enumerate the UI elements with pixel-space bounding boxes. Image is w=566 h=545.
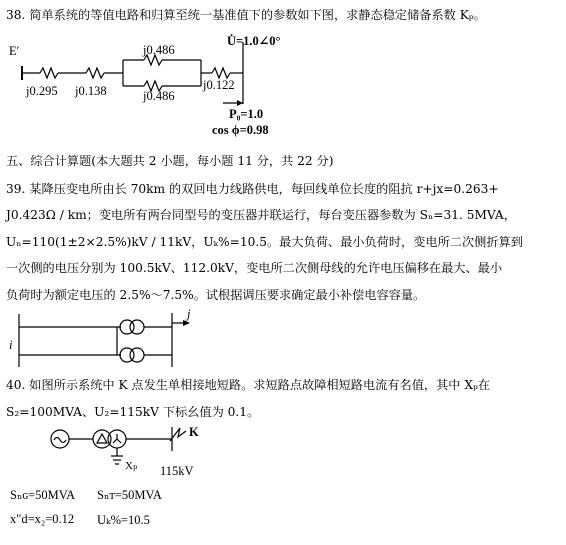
bus-voltage-label: 115kV (160, 464, 194, 478)
uk-label: Uₖ%=10.5 (97, 513, 150, 527)
reactance-x3-bottom-label: j0.486 (143, 89, 175, 103)
fault-k-label: K (189, 425, 199, 439)
node-i-label: i (9, 338, 13, 352)
q39-line-2: J0.423Ω / km；变电所有两台同型号的变压器并联运行，每台变压器参数为 Sₙ=31. 5MVA， (6, 208, 516, 222)
q38-text: 38. 简单系统的等值电路和归算至统一基准值下的参数如下图，求静态稳定储备系数 Kₚ。 (6, 8, 486, 22)
xp-label: Xₚ (125, 460, 138, 472)
q40-line-1: 40. 如图所示系统中 K 点发生单相接地短路。求短路点故障相短路电流有名值，其中 Xₚ在 (6, 378, 491, 392)
source-label: E′ (9, 44, 20, 58)
cos-phi-label: cos ϕ=0.98 (212, 123, 269, 137)
reactance-x3-top-label: j0.486 (143, 43, 175, 57)
reactance-x4-label: j0.122 (203, 78, 235, 92)
q40-line-2: S₂=100MVA、U₂=115kV 下标幺值为 0.1。 (6, 405, 260, 419)
q39-line-3: Uₙ=110(1±2×2.5%)kV / 11kV，Uₖ%=10.5。最大负荷、最小负荷时，变电所二次侧折算到 (6, 235, 523, 249)
q39-line-4: 一次侧的电压分别为 100.5kV、112.0kV，变电所二次侧母线的允许电压偏移在最大、最小 (6, 261, 503, 275)
node-j-label: j (187, 307, 191, 321)
xd-label: x"d=x₂=0.12 (10, 512, 75, 526)
power-p0-label: P₀=1.0 (229, 107, 264, 121)
section-heading: 五、综合计算题(本大题共 2 小题，每小题 11 分，共 22 分) (6, 154, 334, 168)
sng-label: Sₙɢ=50MVA (10, 488, 76, 502)
q39-line-1: 39. 某降压变电所由长 70km 的双回电力线路供电，每回线单位长度的阻抗 r+jx=0.263+ (6, 182, 499, 196)
snt-label: Sₙᴛ=50MVA (97, 488, 162, 502)
q39-line-5: 负荷时为额定电压的 2.5%～7.5%。试根据调压要求确定最小补偿电容容量。 (6, 288, 426, 302)
reactance-x1-label: j0.295 (26, 84, 58, 98)
reactance-x2-label: j0.138 (75, 84, 107, 98)
voltage-label: U̇=1.0∠0° (227, 34, 281, 48)
